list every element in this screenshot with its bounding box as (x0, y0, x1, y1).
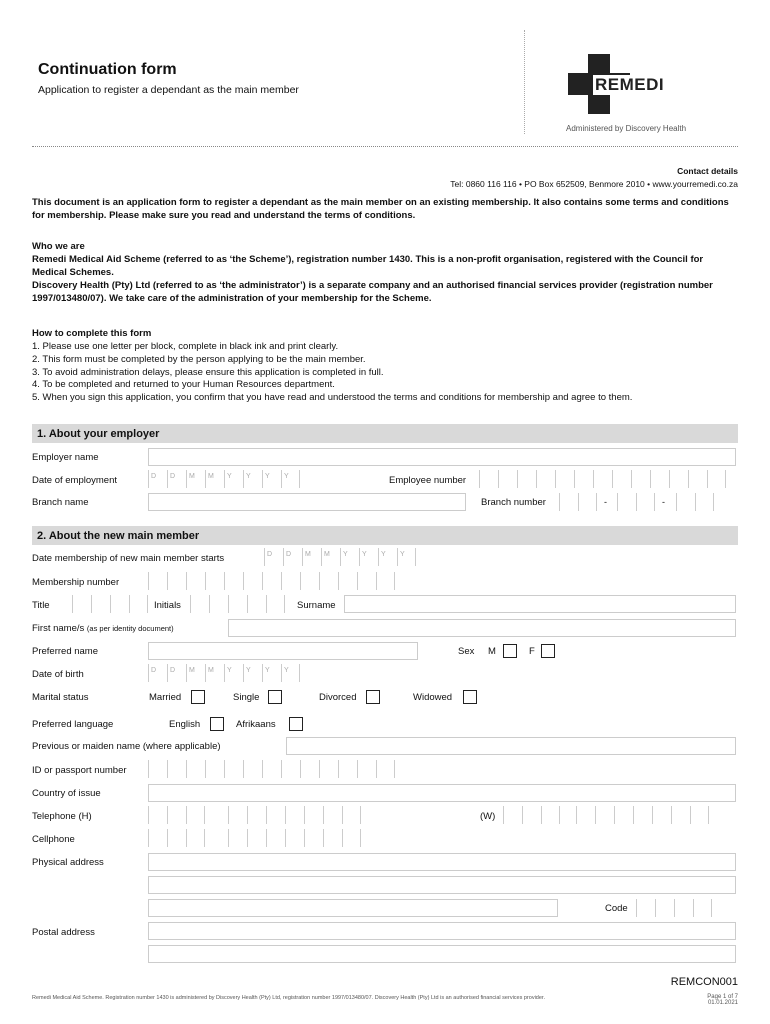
letter-cell[interactable] (517, 470, 536, 488)
letter-cell[interactable] (285, 829, 304, 847)
date-of-employment-label: Date of employment (32, 475, 118, 486)
letter-cell[interactable] (228, 806, 247, 824)
letter-cell[interactable] (266, 806, 285, 824)
employer-name-input[interactable] (148, 448, 736, 466)
cellphone-number-input[interactable] (228, 829, 361, 847)
country-label: Country of issue (32, 788, 101, 799)
letter-cell[interactable] (167, 760, 186, 778)
telephone-h-code-input[interactable] (148, 806, 205, 824)
letter-cell[interactable] (243, 572, 262, 590)
letter-cell[interactable] (247, 595, 266, 613)
physical-code-input[interactable] (636, 899, 712, 917)
letter-cell[interactable] (633, 806, 652, 824)
letter-cell[interactable] (266, 829, 285, 847)
letter-cell[interactable] (224, 572, 243, 590)
date-cell[interactable]: Y (340, 548, 359, 566)
date-cell[interactable]: Y (397, 548, 416, 566)
id-number-label: ID or passport number (32, 765, 127, 776)
letter-cell[interactable] (338, 760, 357, 778)
letter-cell[interactable] (300, 760, 319, 778)
letter-cell[interactable] (304, 806, 323, 824)
letter-cell[interactable] (319, 760, 338, 778)
initials-label: Initials (154, 600, 181, 611)
letter-cell[interactable] (617, 493, 636, 511)
letter-cell[interactable] (503, 806, 522, 824)
surname-input[interactable] (344, 595, 736, 613)
letter-cell[interactable] (91, 595, 110, 613)
date-cell[interactable]: Y (243, 470, 262, 488)
telephone-h-label: Telephone (H) (32, 811, 92, 822)
letter-cell[interactable] (612, 470, 631, 488)
footer-disclaimer: Remedi Medical Aid Scheme. Registration number 1430 is administered by Discovery Health (Pty) Ltd, registration number 1997/013480/07. Discovery Health (Pty) Ltd is an authorised financial services provider. (32, 995, 545, 1001)
who-heading: Who we are (32, 241, 85, 252)
letter-cell[interactable] (536, 470, 555, 488)
first-names-input[interactable] (228, 619, 736, 637)
letter-cell[interactable] (186, 572, 205, 590)
how-step: 1. Please use one letter per block, complete in black ink and print clearly. (32, 341, 339, 352)
date-cell[interactable]: Y (224, 470, 243, 488)
letter-cell[interactable] (631, 470, 650, 488)
letter-cell[interactable] (671, 806, 690, 824)
date-cell[interactable]: Y (262, 470, 281, 488)
letter-cell[interactable] (148, 760, 167, 778)
membership-number-label: Membership number (32, 577, 120, 588)
date-cell[interactable]: Y (224, 664, 243, 682)
date-cell[interactable]: D (264, 548, 283, 566)
date-cell[interactable]: D (148, 470, 167, 488)
date-starts-label: Date membership of new main member starts (32, 553, 225, 564)
letter-cell[interactable] (338, 572, 357, 590)
telephone-h-number-input[interactable] (228, 806, 361, 824)
form-date: 01.01.2021 (707, 1000, 738, 1006)
preferred-name-label: Preferred name (32, 646, 99, 657)
title-input[interactable] (72, 595, 148, 613)
date-of-birth-label: Date of birth (32, 669, 84, 680)
previous-name-label: Previous or maiden name (where applicable) (32, 741, 221, 752)
letter-cell[interactable] (110, 595, 129, 613)
country-input[interactable] (148, 784, 736, 802)
date-cell[interactable]: Y (359, 548, 378, 566)
letter-cell[interactable] (167, 572, 186, 590)
single-label: Single (233, 692, 260, 703)
letter-cell[interactable] (186, 760, 205, 778)
date-cell[interactable]: D (283, 548, 302, 566)
letter-cell[interactable] (205, 572, 224, 590)
letter-cell[interactable] (707, 470, 726, 488)
title-label: Title (32, 600, 50, 611)
form-title: Continuation form (38, 61, 177, 78)
form-subtitle: Application to register a dependant as the main member (38, 84, 299, 96)
first-names-note: (as per identity document) (86, 624, 174, 633)
surname-label: Surname (297, 600, 336, 611)
letter-cell[interactable] (304, 829, 323, 847)
employee-number-input[interactable] (479, 470, 726, 488)
letter-cell[interactable] (559, 493, 578, 511)
letter-cell[interactable] (281, 760, 300, 778)
id-number-input[interactable] (148, 760, 395, 778)
divorced-label: Divorced (319, 692, 357, 703)
letter-cell[interactable] (247, 829, 266, 847)
header-divider (524, 30, 525, 134)
physical-address-line2[interactable] (148, 876, 736, 894)
letter-cell[interactable] (498, 470, 517, 488)
date-of-employment-input[interactable] (148, 470, 300, 488)
letter-cell[interactable] (148, 829, 167, 847)
page-number: Page 1 of 7 (707, 994, 738, 1000)
letter-cell[interactable] (281, 572, 300, 590)
date-starts-input[interactable] (264, 548, 416, 566)
letter-cell[interactable] (228, 829, 247, 847)
preferred-name-input[interactable] (148, 642, 418, 660)
letter-cell[interactable] (209, 595, 228, 613)
date-cell[interactable]: M (186, 470, 205, 488)
letter-cell[interactable] (205, 760, 224, 778)
branch-number-dash: - (662, 497, 665, 507)
how-step: 5. When you sign this application, you confirm that you have read and understood the terms and conditions for membership and agree to them. (32, 392, 633, 403)
how-step: 2. This form must be completed by the person applying to be the main member. (32, 354, 366, 365)
letter-cell[interactable] (186, 829, 205, 847)
first-names-label: First name/s (as per identity document) (32, 623, 174, 634)
physical-code-label: Code (605, 903, 628, 914)
cellphone-label: Cellphone (32, 834, 75, 845)
postal-address-line1[interactable] (148, 922, 736, 940)
date-cell[interactable]: Y (243, 664, 262, 682)
married-checkbox[interactable] (191, 690, 205, 704)
contact-label: Contact details (677, 166, 738, 176)
letter-cell[interactable] (167, 806, 186, 824)
sex-f-label: F (529, 646, 535, 657)
widowed-checkbox[interactable] (463, 690, 477, 704)
letter-cell[interactable] (578, 493, 597, 511)
branch-number-block-1[interactable] (559, 493, 597, 511)
branch-number-dash: - (604, 497, 607, 507)
physical-address-line1[interactable] (148, 853, 736, 871)
afrikaans-checkbox[interactable] (289, 717, 303, 731)
employer-name-label: Employer name (32, 452, 99, 463)
cellphone-code-input[interactable] (148, 829, 205, 847)
letter-cell[interactable] (300, 572, 319, 590)
how-step: 4. To be completed and returned to your Human Resources department. (32, 379, 335, 390)
letter-cell[interactable] (129, 595, 148, 613)
branch-number-block-2[interactable] (617, 493, 655, 511)
letter-cell[interactable] (228, 595, 247, 613)
letter-cell[interactable] (655, 899, 674, 917)
letter-cell[interactable] (262, 760, 281, 778)
letter-cell[interactable] (357, 572, 376, 590)
married-label: Married (149, 692, 182, 703)
date-cell[interactable]: D (148, 664, 167, 682)
form-code: REMCON001 (670, 976, 738, 988)
postal-address-line2[interactable] (148, 945, 736, 963)
membership-number-input[interactable] (148, 572, 395, 590)
telephone-w-code-input[interactable] (503, 806, 560, 824)
intro-text: This document is an application form to register a dependant as the main member on an existing membership. It also contains some terms and conditions for membership. Please make sure you read and understand the terms of conditions. (32, 197, 729, 221)
letter-cell[interactable] (376, 760, 395, 778)
letter-cell[interactable] (376, 572, 395, 590)
letter-cell[interactable] (650, 470, 669, 488)
widowed-label: Widowed (413, 692, 453, 703)
letter-cell[interactable] (693, 899, 712, 917)
letter-cell[interactable] (342, 806, 361, 824)
letter-cell[interactable] (688, 470, 707, 488)
preferred-language-label: Preferred language (32, 719, 114, 730)
letter-cell[interactable] (266, 595, 285, 613)
letter-cell[interactable] (676, 493, 695, 511)
who-p1: Remedi Medical Aid Scheme (referred to as ‘the Scheme’), registration number 1430. This is a non-profit organisation, registered with the Council for Medical Schemes. (32, 254, 704, 278)
telephone-w-label: (W) (480, 811, 496, 822)
date-cell[interactable]: Y (281, 470, 300, 488)
branch-name-label: Branch name (32, 497, 89, 508)
page-info (707, 994, 738, 1006)
date-cell[interactable]: M (302, 548, 321, 566)
letter-cell[interactable] (357, 760, 376, 778)
contact-line: Tel: 0860 116 116 • PO Box 652509, Benmore 2010 • www.yourremedi.co.za (450, 179, 738, 189)
date-cell[interactable]: D (167, 664, 186, 682)
physical-address-line3[interactable] (148, 899, 558, 917)
english-label: English (169, 719, 201, 730)
letter-cell[interactable] (614, 806, 633, 824)
letter-cell[interactable] (555, 470, 574, 488)
letter-cell[interactable] (669, 470, 688, 488)
sex-m-checkbox[interactable] (503, 644, 517, 658)
physical-address-label: Physical address (32, 857, 104, 868)
logo-text: REMEDI (595, 75, 665, 94)
date-cell[interactable]: Y (378, 548, 397, 566)
postal-address-label: Postal address (32, 927, 95, 938)
letter-cell[interactable] (319, 572, 338, 590)
divorced-checkbox[interactable] (366, 690, 380, 704)
date-cell[interactable]: M (321, 548, 340, 566)
letter-cell[interactable] (695, 493, 714, 511)
initials-input[interactable] (190, 595, 285, 613)
telephone-w-number-input[interactable] (576, 806, 709, 824)
letter-cell[interactable] (148, 806, 167, 824)
letter-cell[interactable] (148, 572, 167, 590)
afrikaans-label: Afrikaans (236, 719, 276, 730)
section1-title: 1. About your employer (37, 428, 160, 440)
letter-cell[interactable] (636, 493, 655, 511)
branch-name-input[interactable] (148, 493, 466, 511)
header-rule (32, 146, 738, 147)
sex-f-checkbox[interactable] (541, 644, 555, 658)
letter-cell[interactable] (576, 806, 595, 824)
date-cell[interactable]: Y (281, 664, 300, 682)
letter-cell[interactable] (186, 806, 205, 824)
letter-cell[interactable] (342, 829, 361, 847)
previous-name-input[interactable] (286, 737, 736, 755)
marital-status-label: Marital status (32, 692, 89, 703)
single-checkbox[interactable] (268, 690, 282, 704)
employee-number-label: Employee number (389, 475, 467, 486)
letter-cell[interactable] (522, 806, 541, 824)
date-cell[interactable]: Y (262, 664, 281, 682)
date-cell[interactable]: M (205, 664, 224, 682)
date-cell[interactable]: M (205, 470, 224, 488)
letter-cell[interactable] (595, 806, 614, 824)
letter-cell[interactable] (574, 470, 593, 488)
branch-number-label: Branch number (481, 497, 546, 508)
letter-cell[interactable] (636, 899, 655, 917)
letter-cell[interactable] (247, 806, 266, 824)
letter-cell[interactable] (190, 595, 209, 613)
letter-cell[interactable] (243, 760, 262, 778)
administered-by: Administered by Discovery Health (566, 124, 687, 133)
letter-cell[interactable] (652, 806, 671, 824)
letter-cell[interactable] (674, 899, 693, 917)
letter-cell[interactable] (224, 760, 243, 778)
english-checkbox[interactable] (210, 717, 224, 731)
letter-cell[interactable] (285, 806, 304, 824)
how-heading: How to complete this form (32, 328, 152, 339)
section2-title: 2. About the new main member (37, 530, 200, 542)
letter-cell[interactable] (72, 595, 91, 613)
letter-cell[interactable] (262, 572, 281, 590)
letter-cell[interactable] (323, 806, 342, 824)
letter-cell[interactable] (167, 829, 186, 847)
how-step: 3. To avoid administration delays, please ensure this application is completed in full. (32, 367, 384, 378)
date-cell[interactable]: D (167, 470, 186, 488)
who-p2: Discovery Health (Pty) Ltd (referred to as ‘the administrator’) is a separate company and an authorised financial services provider (registration number 1997/013480/07). We take care of the administration of your membership for the Scheme. (32, 280, 713, 304)
letter-cell[interactable] (479, 470, 498, 488)
date-of-birth-input[interactable] (148, 664, 300, 682)
sex-label: Sex (458, 646, 475, 657)
date-cell[interactable]: M (186, 664, 205, 682)
branch-number-block-3[interactable] (676, 493, 714, 511)
letter-cell[interactable] (541, 806, 560, 824)
letter-cell[interactable] (323, 829, 342, 847)
letter-cell[interactable] (690, 806, 709, 824)
letter-cell[interactable] (593, 470, 612, 488)
sex-m-label: M (488, 646, 496, 657)
